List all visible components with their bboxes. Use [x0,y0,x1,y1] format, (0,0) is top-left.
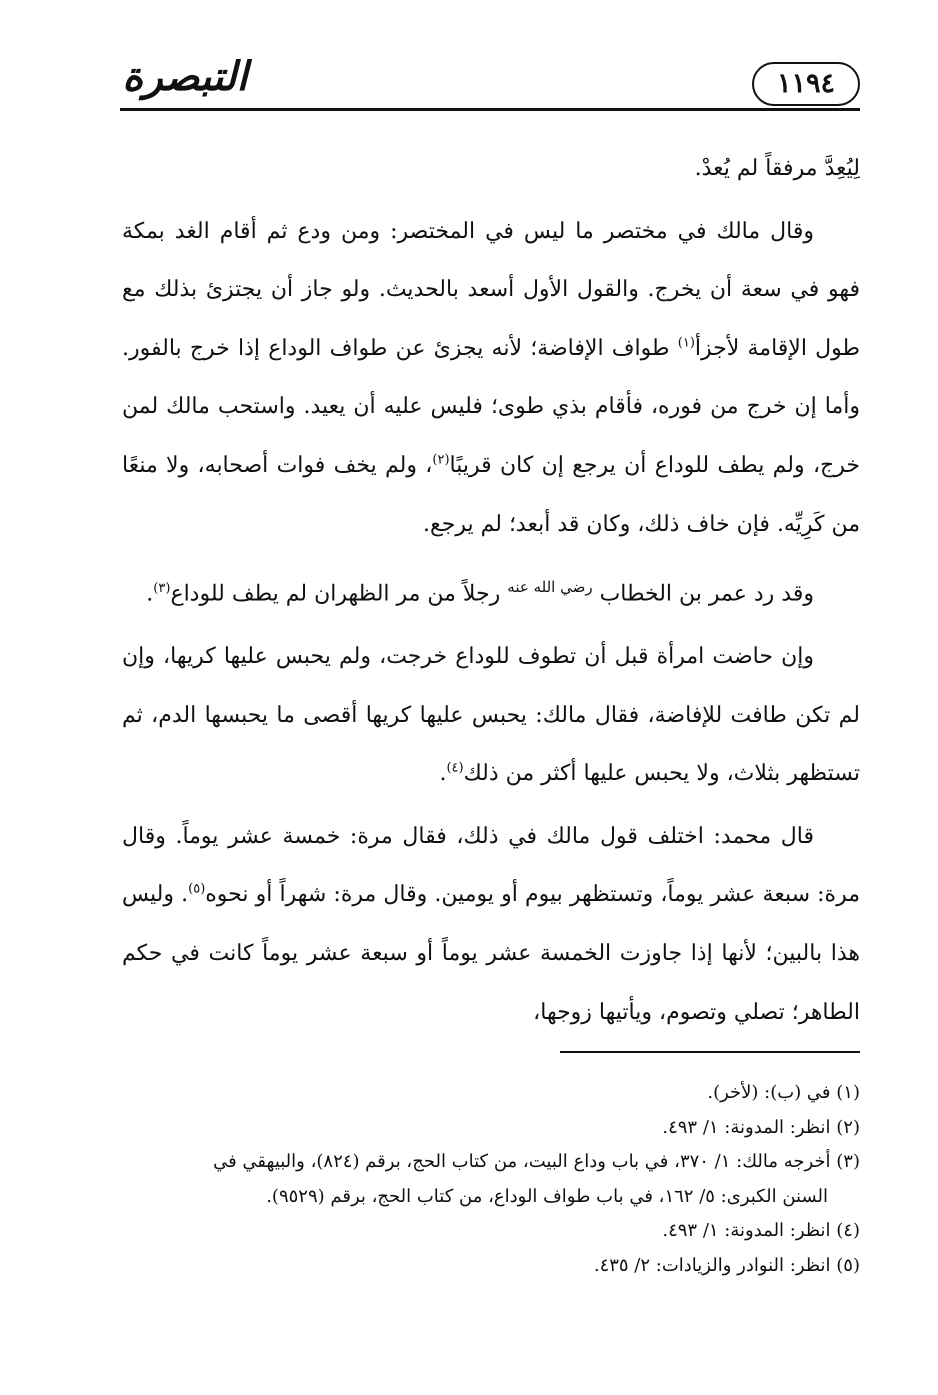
footnote-ref-4: (٤) [446,760,464,776]
footnote-3: (٣) أخرجه مالك: ١/ ٣٧٠، في باب وداع البيت، من كتاب الحج، برقم (٨٢٤)، والبيهقي في [213,1151,860,1172]
footnotes [116,1076,860,1283]
paragraph-3-part-b: رجلاً من مر الظهران لم يطف للوداع [170,581,508,607]
paragraph-3-part-a: وقد رد عمر بن الخطاب [592,581,814,607]
footnote-ref-5: (٥) [188,882,206,898]
footnote-separator [560,1051,860,1053]
paragraph-5-part-c: . وليس هذا بالبين؛ لأنها إذا جاوزت الخمسة عشر يوماً أو سبعة عشر يوماً كانت في حكم الطاهر؛ تصلي وتصوم، ويأتيها زوجها، [122,882,860,1025]
paragraph-2-part-b: طواف الإفاضة؛ لأنه يجزئ عن طواف الوداع إذا خرج بالفور. وأما إن خرج من فوره، فأقام بذي طوى؛ فليس عليه أن يعيد. واستحب مالك لمن خرج، ولم يطف للوداع أن يرجع إن كان قريبًا [122,335,860,478]
paragraph-3-part-c: . [146,581,154,607]
paragraph-1 [122,140,860,199]
page-header [120,48,860,112]
page-number: ١١٩٤ [752,62,860,106]
footnote-ref-1: (١) [677,335,695,351]
paragraph-5 [122,808,860,1042]
paragraph-4-part-c: . [439,761,447,787]
paragraph-2-part-a: وقال مالك في مختصر ما ليس في المختصر: ومن ودع ثم أقام الغد بمكة فهو في سعة أن يخرج. والقول الأول أسعد بالحديث. ولو جاز أن يجتزئ بذلك مع طول الإقامة لأجزأ [122,218,860,361]
paragraph-5-part-a: قال محمد: اختلف قول مالك في ذلك، فقال مرة: خمسة عشر يوماً. وقال مرة: سبعة عشر يوماً، وتستظهر بيوم أو يومين. وقال مرة: شهراً أو نحوه [122,823,861,908]
paragraph-3 [122,558,860,624]
paragraph-2 [122,203,860,555]
footnote-5: (٥) انظر: النوادر والزيادات: ٢/ ٤٣٥. [593,1254,860,1276]
honorific-mark: رضي الله عنه [507,578,593,597]
footnote-ref-2: (٢) [432,452,450,468]
paragraph-1-text: لِيُعِدَّ مرفقاً لم يُعدْ. [694,156,860,181]
paragraph-4-part-a: وإن حاضت امرأة قبل أن تطوف للوداع خرجت، ولم يحبس عليها كريها، وإن لم تكن طافت للإفاضة، فقال مالك: يحبس عليها كريها أقصى ما يحبسها الدم، ثم تستظهر بثلاث، ولا يحبس عليها أكثر من ذلك [122,644,860,787]
footnote-3-continued: السنن الكبرى: ٥/ ١٦٢، في باب طواف الوداع، من كتاب الحج، برقم (٩٥٢٩). [266,1185,828,1207]
footnote-2: (٢) انظر: المدونة: ١/ ٤٩٣. [662,1116,860,1138]
main-text [122,140,860,1042]
footnote-ref-3: (٣) [153,581,171,597]
book-title: التبصرة [122,53,248,100]
footnote-1: (١) في (ب): (لأخر). [707,1082,860,1103]
footnote-4: (٤) انظر: المدونة: ١/ ٤٩٣. [662,1220,860,1241]
paragraph-4 [122,628,860,804]
paragraph-2-part-c: ، ولم يخف فوات أصحابه، ولا منعًا من كَرِيِّه. فإن خاف ذلك، وكان قد أبعد؛ لم يرجع. [122,452,860,537]
header-rule [120,108,860,111]
